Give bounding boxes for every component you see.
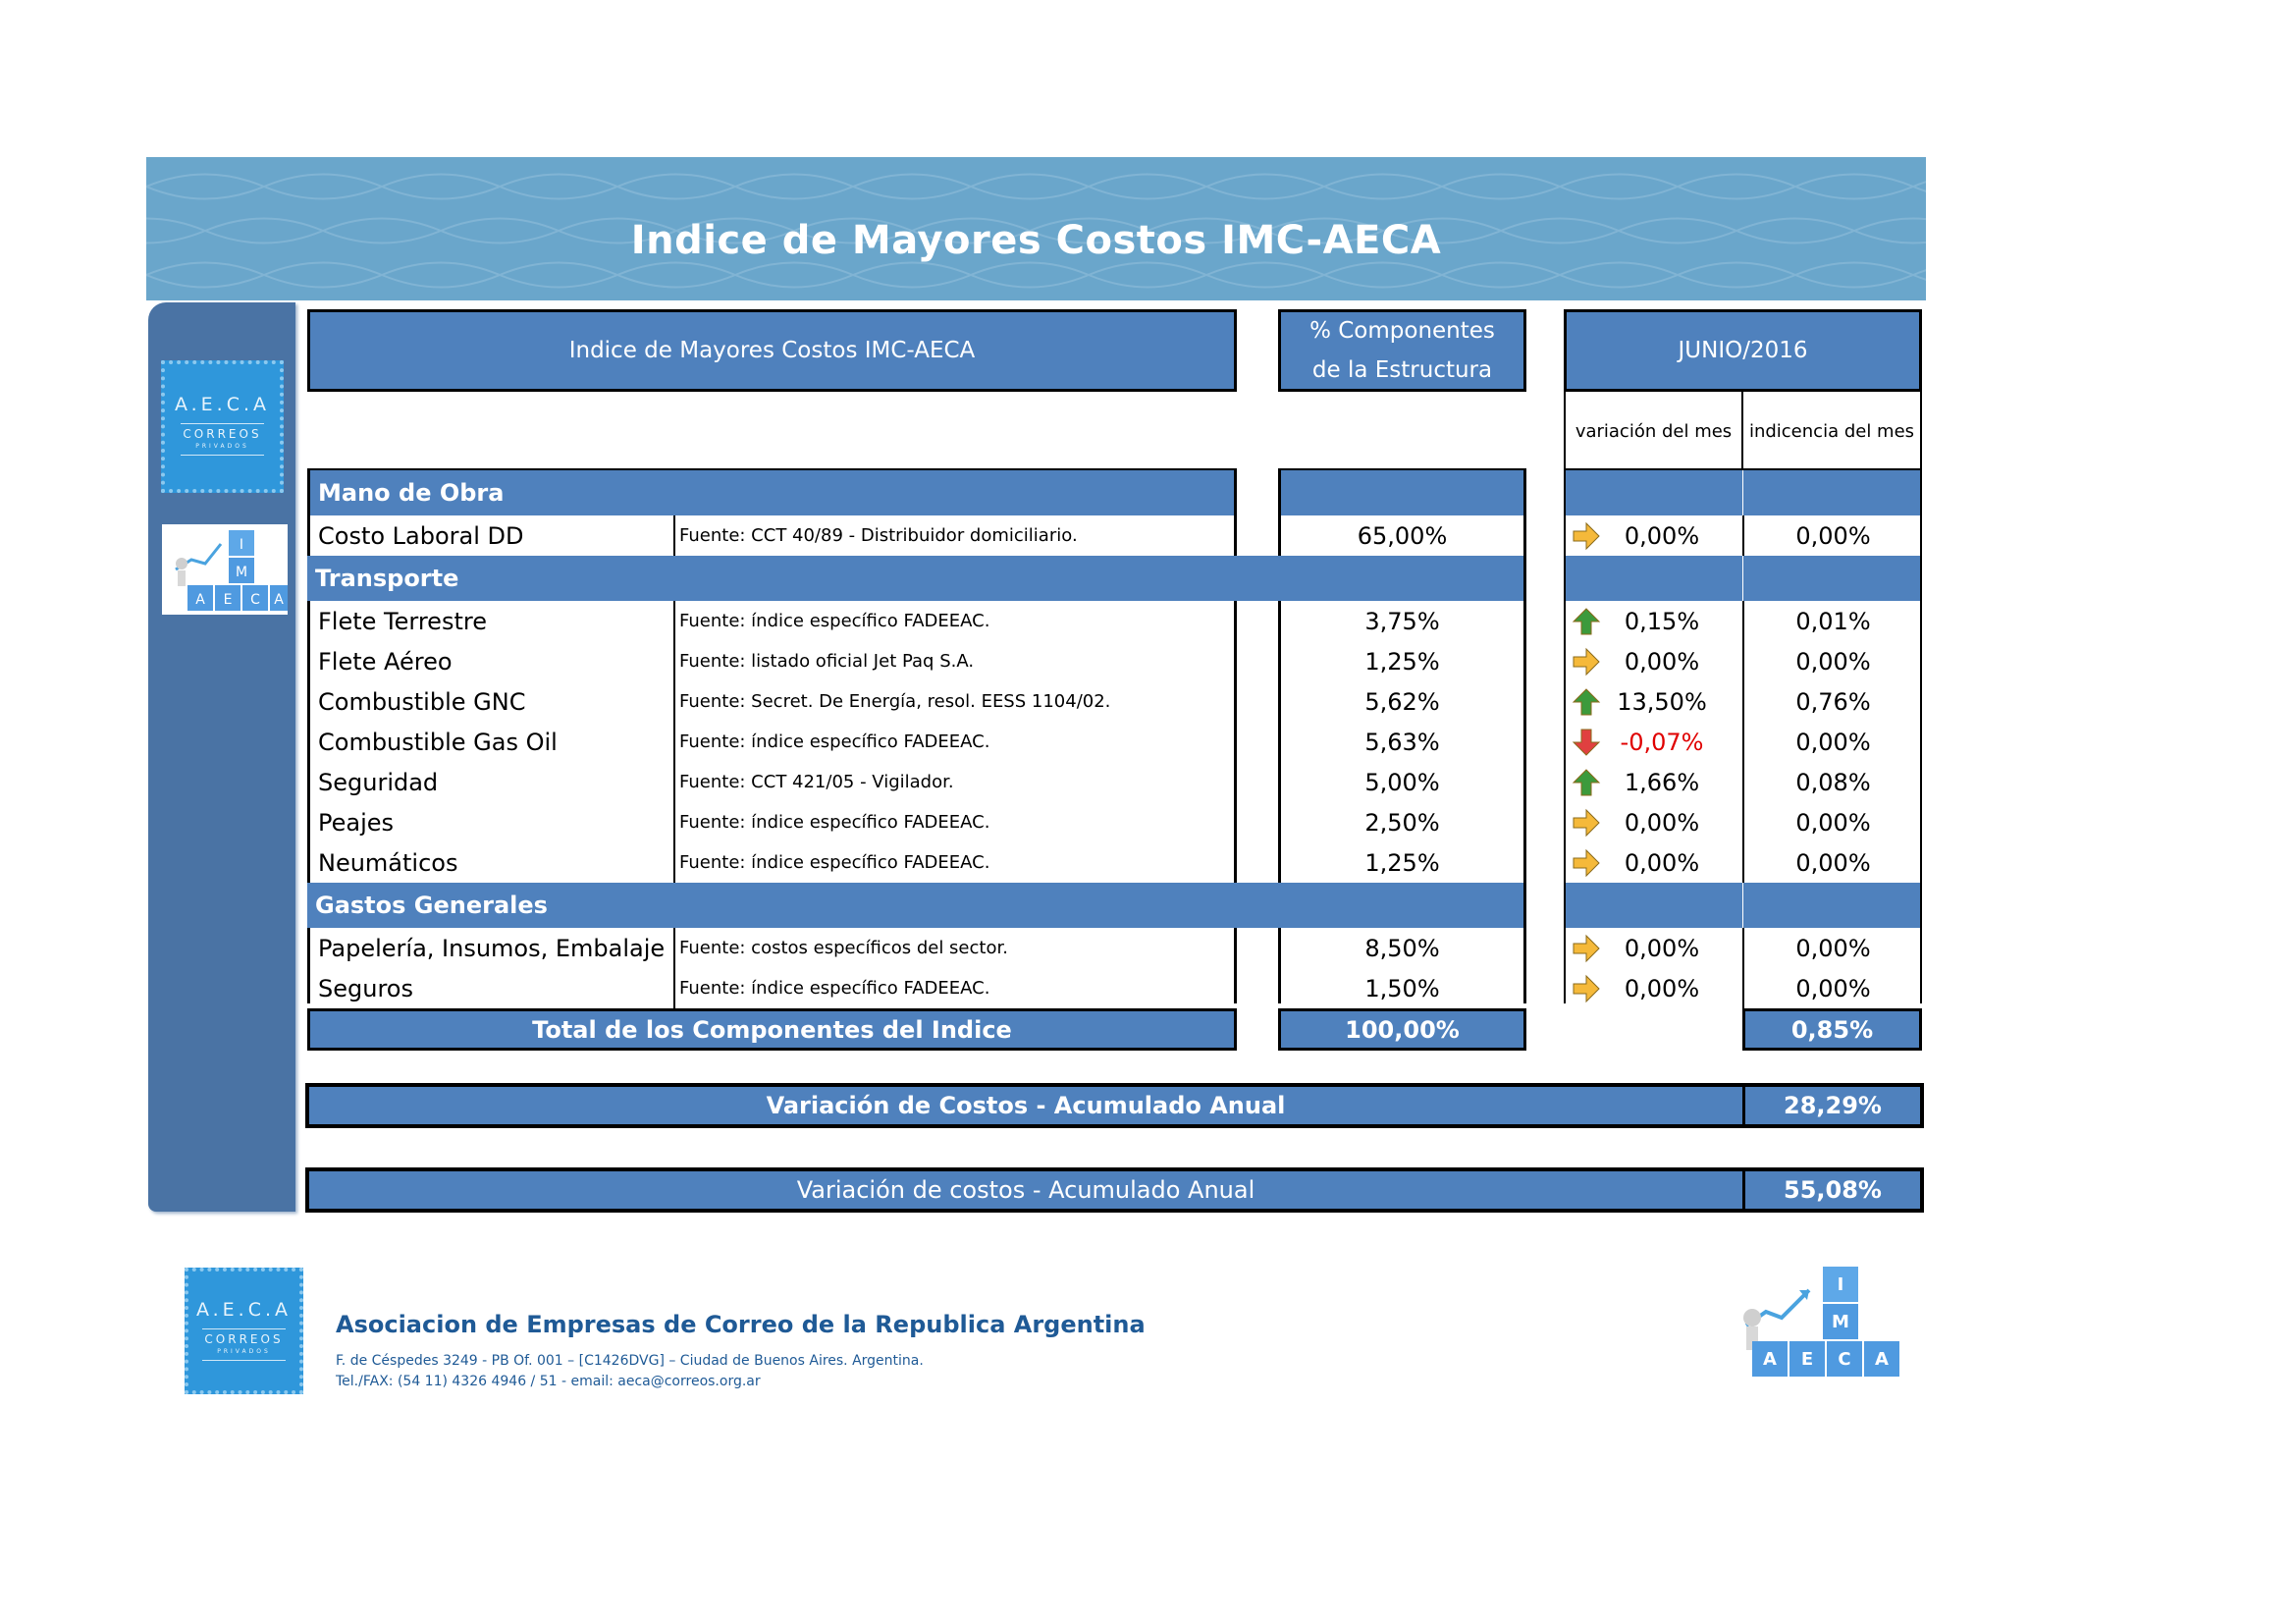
row-incidence: 0,00% [1742,722,1922,762]
imc-letter: A [1875,1349,1889,1370]
section-band-components [1281,556,1523,601]
row-incidence: 0,76% [1742,681,1922,722]
row-component-percent: 65,00% [1357,521,1448,550]
variation-column-label: variación del mes [1575,420,1733,442]
arrow-right-icon [1572,808,1601,838]
imc-letter: A [274,592,284,608]
row-component-percent: 5,63% [1364,728,1440,756]
row-label: Flete Terrestre [318,607,487,635]
row-source: Fuente: Secret. De Energía, resol. EESS 1104/02. [673,681,1234,722]
logo-letters: A.E.C.A [174,394,271,415]
summary-value: 28,29% [1742,1087,1920,1124]
aeca-logo [161,360,284,493]
row-label: Combustible GNC [318,687,526,716]
arrow-right-icon [1572,647,1601,677]
row-label: Seguridad [318,768,439,796]
total-components: 100,00% [1278,1008,1526,1051]
logo-subword: PRIVADOS [195,443,249,450]
row-variation: 13,50% [1617,687,1707,716]
side-panel [148,302,295,1212]
row-incidence: 0,00% [1742,928,1922,968]
total-label: Total de los Componentes del Indice [307,1008,1237,1051]
row-source: Fuente: listado oficial Jet Paq S.A. [673,641,1234,681]
summary-row [305,1083,1924,1128]
section-band-incidence [1743,883,1920,928]
components-header [1278,309,1526,392]
row-variation: 0,00% [1624,647,1700,676]
row-source: Fuente: CCT 40/89 - Distribuidor domiciliario. [673,515,1234,556]
logo-rule [181,455,264,456]
footer-logo-word: CORREOS [204,1332,284,1346]
section-band-variation [1566,470,1742,515]
section-band: Transporte [307,556,1284,601]
row-incidence: 0,00% [1742,968,1922,1008]
row-variation: 0,00% [1624,521,1700,550]
row-label: Combustible Gas Oil [318,728,558,756]
imc-letter: C [250,592,260,608]
footer-imc-logo [1723,1267,1899,1396]
row-label: Costo Laboral DD [318,521,524,550]
footer-imc-logo-graphic [1723,1267,1899,1396]
imc-letter: M [1832,1312,1849,1332]
arrow-up-icon [1572,607,1601,636]
row-incidence: 0,00% [1742,641,1922,681]
row-source: Fuente: índice específico FADEEAC. [673,968,1234,1008]
row-component-percent: 2,50% [1364,808,1440,837]
row-source: Fuente: índice específico FADEEAC. [673,722,1234,762]
table-title: Indice de Mayores Costos IMC-AECA [568,338,976,363]
summary-label: Variación de costos - Acumulado Anual [796,1176,1255,1204]
components-header-line1: % Componentes [1309,318,1495,344]
arrow-right-icon [1572,521,1601,551]
section-band-incidence [1743,470,1920,515]
row-label: Flete Aéreo [318,647,453,676]
row-label: Papelería, Insumos, Embalaje [318,934,666,962]
incidence-column-label: indicencia del mes [1748,420,1915,442]
imc-letter: I [1837,1274,1844,1295]
logo-word: CORREOS [183,427,262,441]
footer-logo-rule [202,1328,286,1329]
row-incidence: 0,00% [1742,515,1922,556]
arrow-right-icon [1572,848,1601,878]
components-header-line2: de la Estructura [1311,357,1493,383]
row-label: Seguros [318,974,413,1002]
period-label: JUNIO/2016 [1678,338,1808,363]
imc-letter: I [239,537,244,553]
arrow-up-icon [1572,687,1601,717]
section-band: Gastos Generales [307,883,1284,928]
footer-logo-letters: A.E.C.A [195,1299,293,1321]
row-incidence: 0,00% [1742,842,1922,883]
row-component-percent: 1,25% [1364,848,1440,877]
footer-logo-subword: PRIVADOS [217,1348,271,1355]
row-component-percent: 5,00% [1364,768,1440,796]
row-component-percent: 8,50% [1364,934,1440,962]
imc-letter: E [223,592,233,608]
row-component-percent: 1,25% [1364,647,1440,676]
organization-name: Asociacion de Empresas de Correo de la Republica Argentina [336,1311,1146,1338]
row-component-percent: 5,62% [1364,687,1440,716]
row-component-percent: 3,75% [1364,607,1440,635]
arrow-right-icon [1572,934,1601,963]
footer-aeca-logo [185,1268,303,1394]
arrow-down-icon [1572,728,1601,757]
section-band: Mano de Obra [310,470,1234,515]
imc-letter: A [1763,1349,1777,1370]
page-title: Indice de Mayores Costos IMC-AECA [630,218,1442,263]
summary-label: Variación de Costos - Acumulado Anual [766,1092,1286,1119]
row-variation: 0,00% [1624,934,1700,962]
row-source: Fuente: índice específico FADEEAC. [673,601,1234,641]
section-band-incidence [1743,556,1920,601]
organization-contact: Tel./FAX: (54 11) 4326 4946 / 51 - email: aeca@correos.org.ar [336,1374,761,1389]
row-variation: 1,66% [1624,768,1700,796]
period-header [1564,309,1922,392]
row-incidence: 0,08% [1742,762,1922,802]
logo-rule [181,423,264,424]
section-band-components [1281,883,1523,928]
section-band-components [1281,470,1523,515]
arrow-up-icon [1572,768,1601,797]
total-incidence: 0,85% [1742,1008,1922,1051]
section-band-variation [1566,556,1742,601]
arrow-right-icon [1572,974,1601,1003]
row-variation: 0,00% [1624,808,1700,837]
row-variation: -0,07% [1620,728,1704,756]
summary-row [305,1167,1924,1213]
row-source: Fuente: índice específico FADEEAC. [673,802,1234,842]
summary-value: 55,08% [1742,1171,1920,1209]
imc-letter: M [235,565,248,580]
imc-letter: C [1838,1349,1851,1370]
row-source: Fuente: CCT 421/05 - Vigilador. [673,762,1234,802]
imc-logo [162,524,288,615]
row-incidence: 0,00% [1742,802,1922,842]
row-variation: 0,00% [1624,848,1700,877]
row-source: Fuente: índice específico FADEEAC. [673,842,1234,883]
section-band-variation [1566,883,1742,928]
row-label: Peajes [318,808,395,837]
page-banner [146,157,1926,300]
row-component-percent: 1,50% [1364,974,1440,1002]
row-source: Fuente: costos específicos del sector. [673,928,1234,968]
organization-address: F. de Céspedes 3249 - PB Of. 001 – [C1426DVG] – Ciudad de Buenos Aires. Argentina. [336,1353,924,1369]
imc-logo-graphic [162,524,288,615]
row-variation: 0,00% [1624,974,1700,1002]
row-label: Neumáticos [318,848,458,877]
row-incidence: 0,01% [1742,601,1922,641]
imc-letter: E [1800,1349,1814,1370]
table-title-header [307,309,1237,392]
footer-logo-rule [202,1360,286,1361]
imc-letter: A [195,592,205,608]
row-variation: 0,15% [1624,607,1700,635]
